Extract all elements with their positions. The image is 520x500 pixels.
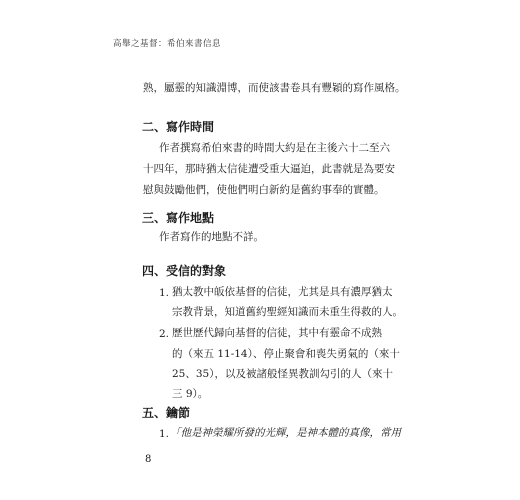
paragraph-line: 作者撰寫希伯來書的時間大約是在主後六十二至六 [159, 142, 390, 154]
intro-line: 熟，屬靈的知識淵博，而使該書卷具有豐穎的寫作風格。 [143, 82, 406, 94]
list-item-line: 「他是神榮耀所發的光輝，是神本體的真像，常用 [170, 427, 401, 439]
running-header: 高舉之基督：希伯來書信息 [113, 39, 222, 49]
page-number: 8 [145, 454, 152, 465]
paragraph-line: 慰與鼓勵他們，使他們明白新約是舊約事奉的實體。 [143, 184, 385, 196]
section-heading-writing-place: 三、寫作地點 [142, 211, 215, 225]
list-number: 1. [159, 287, 170, 299]
list-item-line: 25、35），以及被諸般怪異教訓勾引的人（來十 [172, 368, 393, 380]
list-item-line: 歷世歷代歸向基督的信徒，其中有靈命不成熟 [172, 327, 382, 339]
list-number: 2. [159, 328, 170, 340]
list-item-line: 的（來五 11-14）、停止聚會和喪失勇氣的（來十 [172, 348, 400, 360]
list-item-line: 宗教背景，知道舊約聖經知識而未重生得救的人。 [172, 306, 403, 318]
section-heading-writing-time: 二、寫作時間 [142, 120, 215, 134]
list-number: 1. [159, 428, 170, 440]
paragraph-line: 作者寫作的地點不詳。 [159, 231, 264, 243]
section-heading-key-verse: 五、鑰節 [142, 406, 191, 420]
list-item-line: 猶太教中皈依基督的信徒，尤其是具有濃厚猶太 [172, 286, 393, 298]
paragraph-line: 十四年，那時猶太信徒遭受重大逼迫，此書就是為要安 [143, 163, 395, 175]
list-item-line: 三 9）。 [172, 388, 209, 400]
section-heading-recipients: 四、受信的對象 [142, 264, 227, 278]
